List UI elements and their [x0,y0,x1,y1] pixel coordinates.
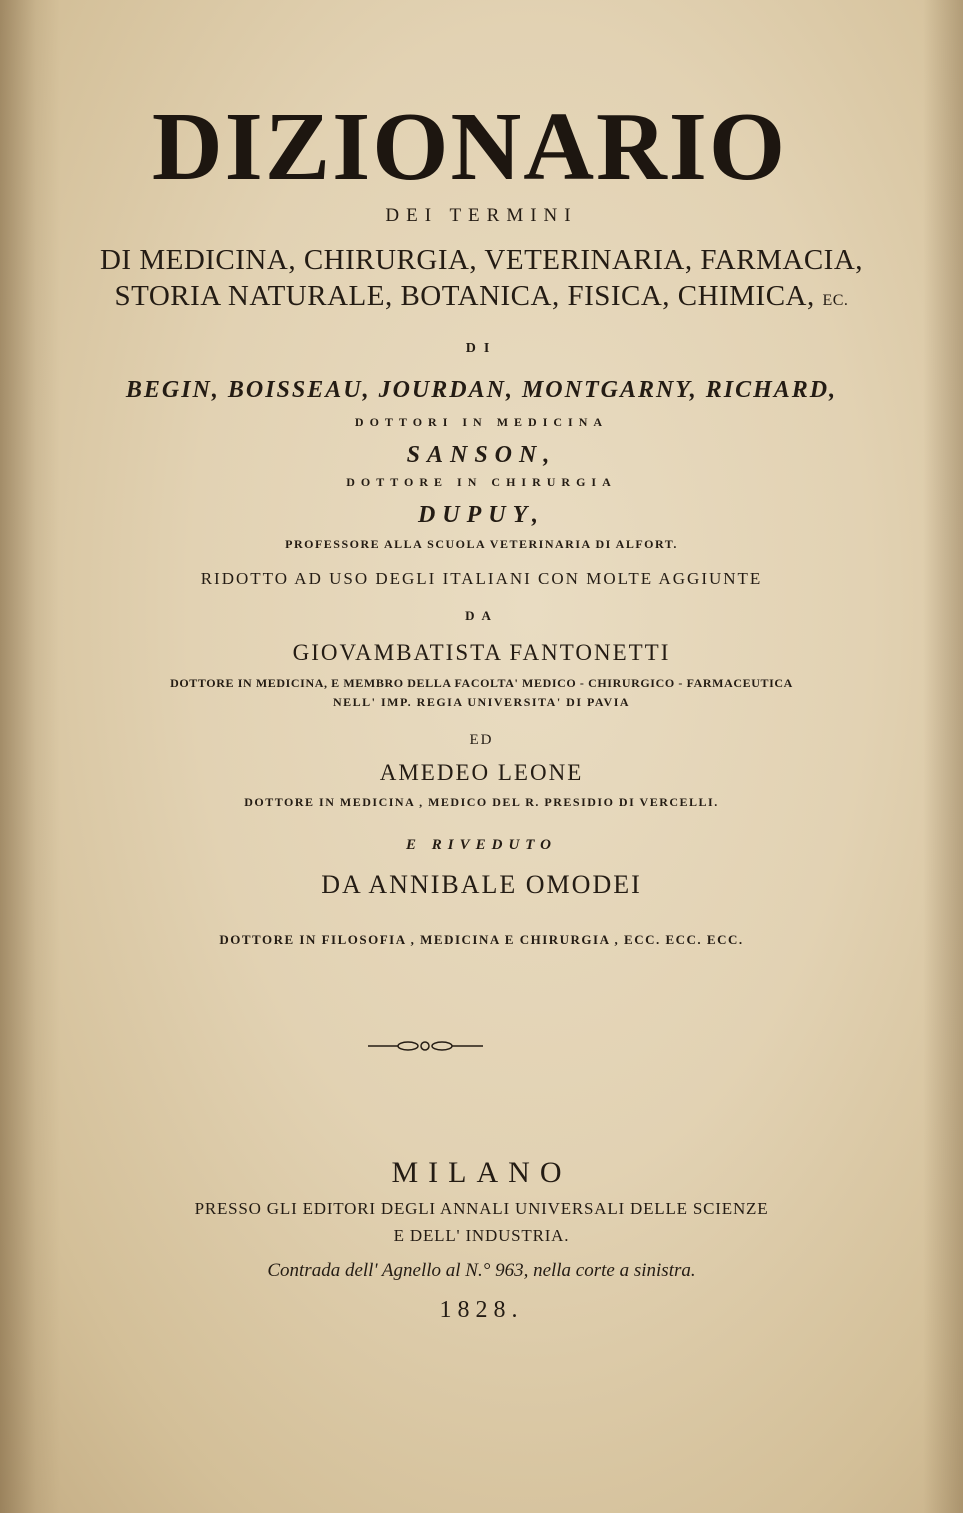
reviewed-line: E RIVEDUTO [406,837,557,853]
publication-year: 1828. [439,1297,524,1323]
dupuy-name: DUPUY, [417,502,546,528]
city: MILANO [391,1156,572,1189]
subjects-ec: EC. [822,292,849,309]
editor2-role: DOTTORE IN MEDICINA , MEDICO DEL R. PRESIDIO DI VERCELLI. [244,795,719,809]
reduced-line: RIDOTTO AD USO DEGLI ITALIANI CON MOLTE AGGIUNTE [200,569,763,588]
address-line: Contrada dell' Agnello al N.° 963, nella corte a sinistra. [267,1260,696,1281]
di-label: DI [465,341,498,356]
dupuy-role: PROFESSORE ALLA SCUOLA VETERINARIA DI ALFORT. [285,537,678,551]
ornament-divider [368,1039,483,1053]
authors-line: BEGIN, BOISSEAU, JOURDAN, MONTGARNY, RICHARD, [125,377,838,403]
reviewer-name: DA ANNIBALE OMODEI [321,870,642,899]
authors-role: DOTTORI IN MEDICINA [354,415,609,429]
editor2-name: AMEDEO LEONE [379,760,584,785]
sanson-role: DOTTORE IN CHIRURGIA [346,475,617,489]
ed-label: ED [469,732,494,748]
subjects-line-2-text: STORIA NATURALE, BOTANICA, FISICA, CHIMICA, [114,280,815,312]
da-label: DA [465,608,498,623]
editor1-role-line-2: NELL' IMP. REGIA UNIVERSITA' DI PAVIA [332,695,631,709]
publisher-line-1: PRESSO GLI EDITORI DEGLI ANNALI UNIVERSALI DELLE SCIENZE [194,1199,769,1218]
subjects-line-2 [0,282,963,311]
editor1-role-line-1: DOTTORE IN MEDICINA, E MEMBRO DELLA FACOLTA' MEDICO - CHIRURGICO - FARMACEUTICA [170,676,793,690]
subjects-line-1: DI MEDICINA, CHIRURGIA, VETERINARIA, FARMACIA, [99,244,864,276]
reviewer-role: DOTTORE IN FILOSOFIA , MEDICINA E CHIRURGIA , ECC. ECC. ECC. [219,932,744,947]
book-title: DIZIONARIO [151,93,788,201]
editor1-name: GIOVAMBATISTA FANTONETTI [292,640,671,665]
publisher-line-2: E DELL' INDUSTRIA. [393,1226,570,1245]
subtitle-dei-termini: DEI TERMINI [385,205,578,226]
sanson-name: SANSON, [406,442,557,468]
